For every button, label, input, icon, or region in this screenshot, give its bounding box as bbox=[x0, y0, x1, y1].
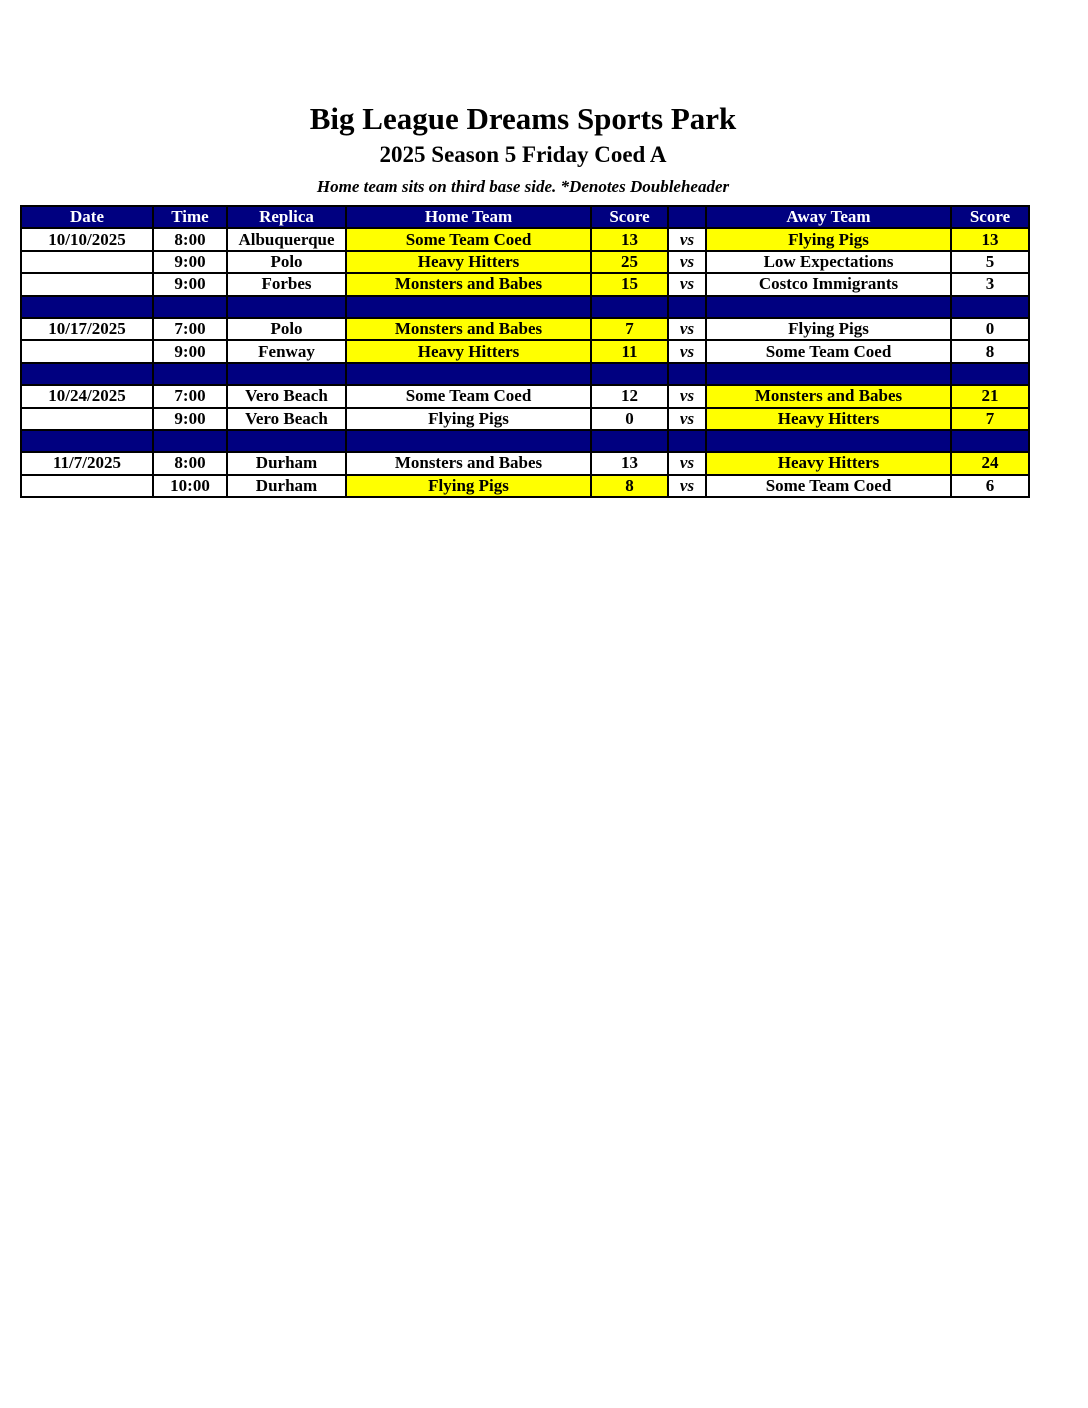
away-team-cell: Monsters and Babes bbox=[706, 385, 951, 407]
game-row bbox=[21, 475, 1029, 497]
away-score-cell: 5 bbox=[951, 251, 1029, 273]
time-cell: 8:00 bbox=[153, 228, 227, 250]
time-cell: 9:00 bbox=[153, 273, 227, 295]
vs-label: vs bbox=[668, 385, 706, 407]
date-cell: 11/7/2025 bbox=[21, 452, 153, 474]
home-team-cell: Heavy Hitters bbox=[346, 340, 591, 362]
home-score-cell: 12 bbox=[591, 385, 668, 407]
away-team-cell: Costco Immigrants bbox=[706, 273, 951, 295]
separator-cell bbox=[591, 430, 668, 452]
game-row bbox=[21, 340, 1029, 362]
replica-cell: Polo bbox=[227, 251, 346, 273]
time-cell: 9:00 bbox=[153, 251, 227, 273]
home-score-cell: 15 bbox=[591, 273, 668, 295]
separator-cell bbox=[346, 430, 591, 452]
home-score-cell: 11 bbox=[591, 340, 668, 362]
date-cell: 10/17/2025 bbox=[21, 318, 153, 340]
replica-cell: Durham bbox=[227, 475, 346, 497]
separator-cell bbox=[706, 430, 951, 452]
game-row bbox=[21, 452, 1029, 474]
week-separator-row bbox=[21, 296, 1029, 318]
week-separator-row bbox=[21, 430, 1029, 452]
separator-cell bbox=[668, 430, 706, 452]
game-row bbox=[21, 251, 1029, 273]
vs-label: vs bbox=[668, 251, 706, 273]
game-row bbox=[21, 273, 1029, 295]
column-header-replica: Replica bbox=[227, 206, 346, 228]
home-team-cell: Some Team Coed bbox=[346, 385, 591, 407]
home-score-cell: 13 bbox=[591, 228, 668, 250]
column-header-date: Date bbox=[21, 206, 153, 228]
separator-cell bbox=[951, 430, 1029, 452]
separator-cell bbox=[153, 363, 227, 385]
schedule-note: Home team sits on third base side. *Denotes Doubleheader bbox=[316, 177, 730, 196]
home-team-cell: Some Team Coed bbox=[346, 228, 591, 250]
date-cell bbox=[21, 475, 153, 497]
vs-label: vs bbox=[668, 318, 706, 340]
away-score-cell: 6 bbox=[951, 475, 1029, 497]
column-header-home-score: Score bbox=[591, 206, 668, 228]
separator-cell bbox=[591, 363, 668, 385]
game-row bbox=[21, 408, 1029, 430]
week-separator-row bbox=[21, 363, 1029, 385]
separator-cell bbox=[227, 363, 346, 385]
date-cell bbox=[21, 251, 153, 273]
page-subtitle: 2025 Season 5 Friday Coed A bbox=[379, 142, 667, 167]
replica-cell: Albuquerque bbox=[227, 228, 346, 250]
time-cell: 10:00 bbox=[153, 475, 227, 497]
header-row bbox=[21, 206, 1029, 228]
away-score-cell: 13 bbox=[951, 228, 1029, 250]
vs-label: vs bbox=[668, 408, 706, 430]
separator-cell bbox=[346, 363, 591, 385]
replica-cell: Fenway bbox=[227, 340, 346, 362]
home-team-cell: Monsters and Babes bbox=[346, 452, 591, 474]
away-team-cell: Some Team Coed bbox=[706, 340, 951, 362]
date-cell bbox=[21, 408, 153, 430]
separator-cell bbox=[668, 363, 706, 385]
away-team-cell: Some Team Coed bbox=[706, 475, 951, 497]
home-team-cell: Flying Pigs bbox=[346, 408, 591, 430]
separator-cell bbox=[227, 430, 346, 452]
time-cell: 8:00 bbox=[153, 452, 227, 474]
time-cell: 9:00 bbox=[153, 340, 227, 362]
vs-label: vs bbox=[668, 273, 706, 295]
home-score-cell: 25 bbox=[591, 251, 668, 273]
time-cell: 7:00 bbox=[153, 385, 227, 407]
replica-cell: Polo bbox=[227, 318, 346, 340]
game-row bbox=[21, 385, 1029, 407]
schedule-body bbox=[21, 228, 1029, 497]
date-cell bbox=[21, 340, 153, 362]
vs-label: vs bbox=[668, 475, 706, 497]
column-header-home-team: Home Team bbox=[346, 206, 591, 228]
home-score-cell: 13 bbox=[591, 452, 668, 474]
home-team-cell: Flying Pigs bbox=[346, 475, 591, 497]
time-cell: 7:00 bbox=[153, 318, 227, 340]
separator-cell bbox=[153, 296, 227, 318]
separator-cell bbox=[668, 296, 706, 318]
away-score-cell: 8 bbox=[951, 340, 1029, 362]
away-score-cell: 7 bbox=[951, 408, 1029, 430]
replica-cell: Durham bbox=[227, 452, 346, 474]
separator-cell bbox=[153, 430, 227, 452]
game-row bbox=[21, 228, 1029, 250]
away-team-cell: Heavy Hitters bbox=[706, 452, 951, 474]
separator-cell bbox=[591, 296, 668, 318]
home-team-cell: Monsters and Babes bbox=[346, 273, 591, 295]
date-cell bbox=[21, 273, 153, 295]
column-header-time: Time bbox=[153, 206, 227, 228]
column-header-away-score: Score bbox=[951, 206, 1029, 228]
column-header-vs bbox=[668, 206, 706, 228]
game-row bbox=[21, 318, 1029, 340]
away-team-cell: Flying Pigs bbox=[706, 228, 951, 250]
separator-cell bbox=[21, 430, 153, 452]
home-score-cell: 0 bbox=[591, 408, 668, 430]
home-score-cell: 8 bbox=[591, 475, 668, 497]
away-score-cell: 0 bbox=[951, 318, 1029, 340]
replica-cell: Vero Beach bbox=[227, 385, 346, 407]
away-team-cell: Flying Pigs bbox=[706, 318, 951, 340]
vs-label: vs bbox=[668, 452, 706, 474]
date-cell: 10/10/2025 bbox=[21, 228, 153, 250]
separator-cell bbox=[227, 296, 346, 318]
time-cell: 9:00 bbox=[153, 408, 227, 430]
replica-cell: Forbes bbox=[227, 273, 346, 295]
home-score-cell: 7 bbox=[591, 318, 668, 340]
separator-cell bbox=[706, 363, 951, 385]
separator-cell bbox=[951, 363, 1029, 385]
away-team-cell: Low Expectations bbox=[706, 251, 951, 273]
away-team-cell: Heavy Hitters bbox=[706, 408, 951, 430]
away-score-cell: 3 bbox=[951, 273, 1029, 295]
replica-cell: Vero Beach bbox=[227, 408, 346, 430]
separator-cell bbox=[21, 363, 153, 385]
separator-cell bbox=[21, 296, 153, 318]
away-score-cell: 24 bbox=[951, 452, 1029, 474]
separator-cell bbox=[706, 296, 951, 318]
vs-label: vs bbox=[668, 228, 706, 250]
date-cell: 10/24/2025 bbox=[21, 385, 153, 407]
separator-cell bbox=[951, 296, 1029, 318]
home-team-cell: Heavy Hitters bbox=[346, 251, 591, 273]
separator-cell bbox=[346, 296, 591, 318]
schedule-table bbox=[20, 205, 1030, 498]
away-score-cell: 21 bbox=[951, 385, 1029, 407]
page-title: Big League Dreams Sports Park bbox=[309, 101, 737, 136]
home-team-cell: Monsters and Babes bbox=[346, 318, 591, 340]
column-header-away-team: Away Team bbox=[706, 206, 951, 228]
vs-label: vs bbox=[668, 340, 706, 362]
